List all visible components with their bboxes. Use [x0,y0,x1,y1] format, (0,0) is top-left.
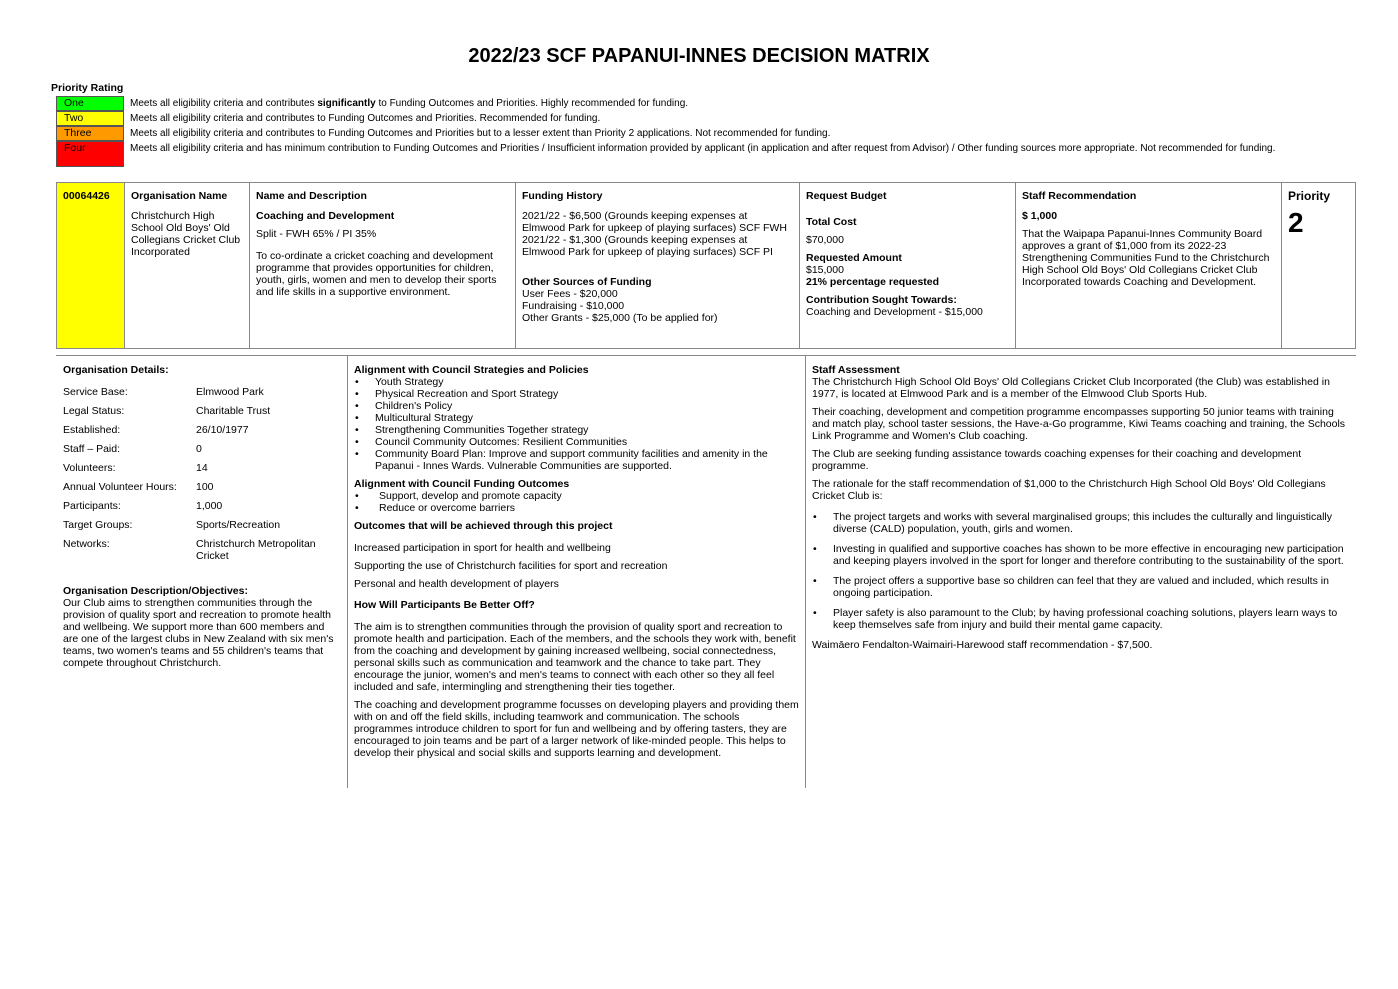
priority-swatch-three: Three [56,126,124,141]
priority-cell [1282,183,1355,348]
name-description-heading: Name and Description [256,190,367,202]
priority-row-four [56,141,1316,167]
funding-outcomes-list [354,490,799,514]
organisation-name-cell [125,183,250,348]
request-budget-heading: Request Budget [806,190,887,202]
organisation-details-column [56,356,348,788]
participants-better-off-paragraph: The coaching and development programme focusses on developing players and providing them with on and off the field skills, including teamwork and communication. The schools programmes introduce children to sport for fun and wellbeing and by offering tasters, they are encouraged to join teams and be part of a larger network of like-minded people. This helps to develop their physical and social skills and supports learning and development. [354,699,799,759]
priority-row-three [56,126,1316,141]
name-description-cell [250,183,516,348]
application-summary-table [56,182,1356,349]
alignment-column [348,356,806,788]
project-name: Coaching and Development [256,210,395,222]
funding-history-item: 2021/22 - $6,500 (Grounds keeping expenses at Elmwood Park for upkeep of playing surfaces) SCF FWH [522,210,787,234]
organisation-name: Christchurch High School Old Boys' Old Collegians Cricket Club Incorporated [131,210,241,258]
funding-split: Split - FWH 65% / PI 35% [256,228,377,240]
application-id: 00064426 [57,183,125,348]
page-title: 2022/23 SCF PAPANUI-INNES DECISION MATRIX [468,45,930,67]
detail-row: Established: 26/10/1977 [63,424,249,436]
achieved-outcome: Personal and health development of players [354,578,559,590]
list-item: • The project offers a supportive base so children can feel that they are valued and included, which results in ongoing participation. [812,575,1350,599]
detail-row: Annual Volunteer Hours: 100 [63,481,214,493]
priority-swatch-two: Two [56,111,124,126]
participants-better-off-paragraph: The aim is to strengthen communities through the provision of quality sport and recreation to promote health and participation. Each of the members, and the schools they work with, benefit from the coaching and development by gaining increased wellbeing, social connectedness, personal skills such as communication and teamwork and the chance to take part. They encourage the junior, women's and men's teams to connect with each other so they all feel included and safe, intermingling and strengthening their ties together. [354,621,796,693]
achieved-outcome: Supporting the use of Christchurch facilities for sport and recreation [354,560,668,572]
priority-rating-heading: Priority Rating [51,82,124,94]
requested-amount-label: Requested Amount [806,252,902,264]
assessment-rationale-list [812,511,1350,631]
contribution-sought-label: Contribution Sought Towards: [806,294,957,306]
organisation-details-heading: Organisation Details: [63,364,169,376]
strategies-list [354,376,799,472]
list-item: • Player safety is also paramount to the Club; by having professional coaching solutions, players learn ways to keep themselves safe from injury and build their mental game capacity. [812,607,1350,631]
detail-row: Service Base: Elmwood Park [63,386,264,398]
staff-recommendation-cell [1016,183,1282,348]
assessment-paragraph: Their coaching, development and competition programme encompasses supporting 50 junior teams with training and match play, school taster sessions, the Have-a-Go programme, Kiwi Teams coaching and training, the Schools Link Programme and Women's Club coaching. [812,406,1346,442]
assessment-paragraph: The Club are seeking funding assistance towards coaching expenses for their coaching and development programme. [812,448,1302,472]
priority-heading: Priority [1288,189,1331,203]
detail-row: Participants: 1,000 [63,500,223,512]
list-item: • Community Board Plan: Improve and support community facilities and amenity in the Papanui - Innes Wards. Vulnerable Communities are supported. [354,448,799,472]
participants-better-off-heading: How Will Participants Be Better Off? [354,599,535,611]
staff-recommendation-text: That the Waipapa Papanui-Innes Community Board approves a grant of $1,000 from its 2022-23 Strengthening Communities Fund to the Christchurch High School Old Boys' Old Collegians Cricket Club Incorporated towards Coaching and Development. [1022,228,1270,288]
organisation-description: Our Club aims to strengthen communities through the provision of quality sport and recreation to promote health and wellbeing. We support more than 600 members and are one of the largest clubs in New Zealand with six men's teams, two women's teams and 55 children's teams that compete throughout Christchurch. [63,597,334,669]
staff-assessment-heading: Staff Assessment [812,364,900,376]
priority-desc-four: Meets all eligibility criteria and has minimum contribution to Funding Outcomes and Priorities / Insufficient information provided by applicant (in application and after request from Advisor) / Other funding sources more appropriate. Not recommended for funding. [130,143,1276,154]
strategies-heading: Alignment with Council Strategies and Policies [354,364,589,376]
priority-row-two [56,111,1316,126]
achieved-outcome: Increased participation in sport for health and wellbeing [354,542,611,554]
funding-history-item: 2021/22 - $1,300 (Grounds keeping expenses at Elmwood Park for upkeep of playing surfaces) SCF PI [522,234,773,258]
request-budget-cell [800,183,1016,348]
funding-outcomes-heading: Alignment with Council Funding Outcomes [354,478,570,490]
priority-value: 2 [1288,207,1304,238]
other-source-item: Fundraising - $10,000 [522,300,625,312]
other-source-item: User Fees - $20,000 [522,288,618,300]
detail-row: Volunteers: 14 [63,462,208,474]
list-item: • Multicultural Strategy [354,412,799,424]
detail-row: Networks: Christchurch Metropolitan Cricket [63,538,316,562]
contribution-sought-value: Coaching and Development - $15,000 [806,306,983,318]
priority-desc-three: Meets all eligibility criteria and contributes to Funding Outcomes and Priorities but to a lesser extent than Priority 2 applications. Not recommended for funding. [130,128,831,139]
assessment-paragraph: The rationale for the staff recommendation of $1,000 to the Christchurch High School Old Boys' Old Collegians Cricket Club is: [812,478,1326,502]
list-item: • Support, develop and promote capacity [354,490,799,502]
priority-desc-two: Meets all eligibility criteria and contributes to Funding Outcomes and Priorities. Recommended for funding. [130,113,601,124]
total-cost-value: $70,000 [806,234,844,246]
list-item: • Youth Strategy [354,376,799,388]
other-source-item: Other Grants - $25,000 (To be applied for) [522,312,718,324]
assessment-paragraph: The Christchurch High School Old Boys' Old Collegians Cricket Club Incorporated (the Club) was established in 1977, is located at Elmwood Park and is a member of the Elmwood Club Sports Hub. [812,376,1330,400]
list-item: • Strengthening Communities Together strategy [354,424,799,436]
detail-row: Target Groups: Sports/Recreation [63,519,281,531]
funding-history-cell [516,183,800,348]
priority-rating-legend [56,96,1316,167]
detail-row: Staff – Paid: 0 [63,443,202,455]
requested-amount-value: $15,000 [806,264,844,276]
staff-assessment-column [806,356,1356,788]
staff-recommendation-heading: Staff Recommendation [1022,190,1137,202]
assessment-footer: Waimāero Fendalton-Waimairi-Harewood staff recommendation - $7,500. [812,639,1153,651]
funding-history-heading: Funding History [522,190,603,202]
staff-recommendation-amount: $ 1,000 [1022,210,1058,222]
detail-row: Legal Status: Charitable Trust [63,405,271,417]
list-item: • Reduce or overcome barriers [354,502,799,514]
organisation-description-heading: Organisation Description/Objectives: [63,585,248,597]
list-item: • Council Community Outcomes: Resilient Communities [354,436,799,448]
priority-swatch-four: Four [56,141,124,167]
project-description: To co-ordinate a cricket coaching and development programme that provides opportunities for children, youth, girls, women and men to develop their sports and life skills in a supportive environment. [256,250,497,298]
priority-desc-one: Meets all eligibility criteria and contributes significantly to Funding Outcomes and Priorities. Highly recommended for funding. [130,98,689,109]
list-item: • Physical Recreation and Sport Strategy [354,388,799,400]
organisation-name-heading: Organisation Name [131,190,228,202]
priority-row-one [56,96,1316,111]
achieved-outcomes-heading: Outcomes that will be achieved through this project [354,520,613,532]
list-item: • The project targets and works with several marginalised groups; this includes the culturally and linguistically diverse (CALD) population, youth, girls and women. [812,511,1350,535]
total-cost-label: Total Cost [806,216,857,228]
requested-percentage: 21% percentage requested [806,276,940,288]
other-sources-heading: Other Sources of Funding [522,276,652,288]
list-item: • Investing in qualified and supportive coaches has shown to be more effective in encouraging new participation and keeping players involved in the sport for longer and therefore contributing to the sustainability of the sport. [812,543,1350,567]
priority-swatch-one: One [56,96,124,111]
list-item: • Children's Policy [354,400,799,412]
details-section [56,356,1356,788]
